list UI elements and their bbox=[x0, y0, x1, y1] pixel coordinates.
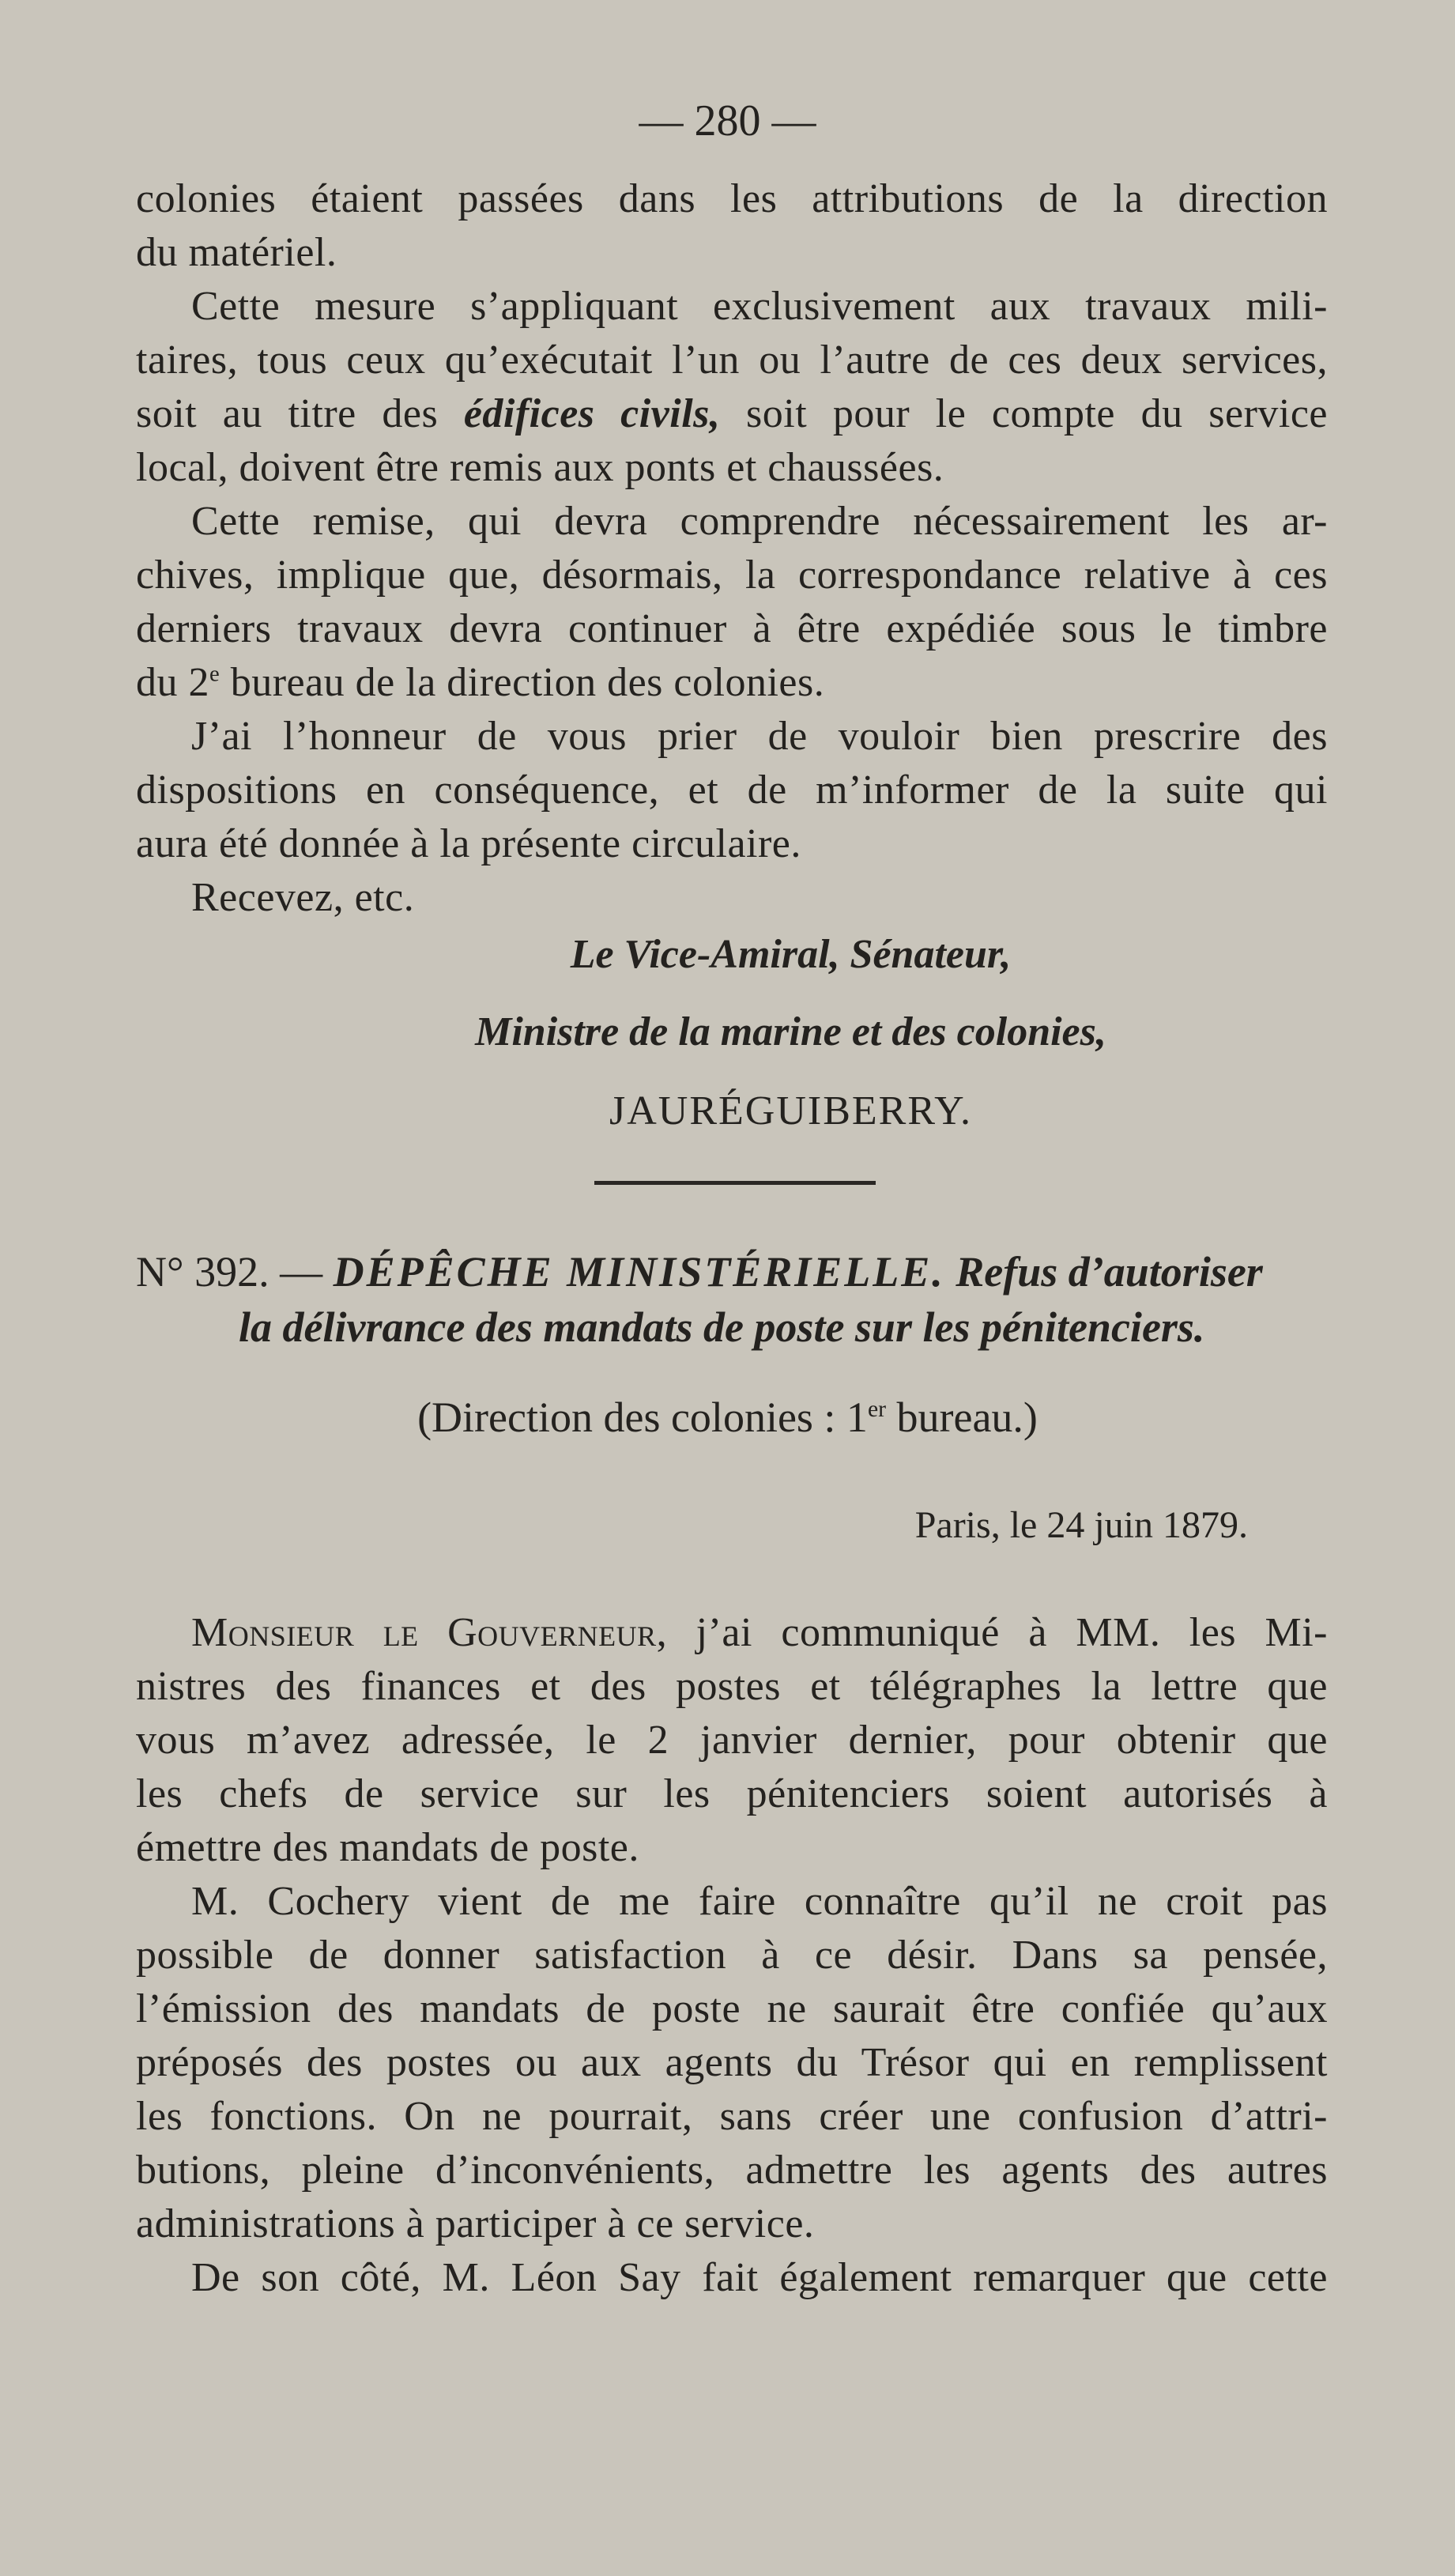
text-line: administrations à participer à ce service. bbox=[136, 2201, 815, 2246]
text-line: préposés des postes ou aux agents du Trésor qui en remplissent bbox=[136, 2040, 1328, 2085]
heading-line bbox=[136, 1244, 1328, 1299]
text-line: aura été donnée à la présente circulaire. bbox=[136, 821, 801, 866]
salutation: Monsieur le Gouverneur, bbox=[191, 1610, 668, 1655]
page-number: — 280 — bbox=[639, 96, 816, 145]
text-line: émettre des mandats de poste. bbox=[136, 1825, 639, 1870]
text-fragment: du 2 bbox=[136, 660, 209, 705]
section1-text bbox=[136, 172, 1328, 925]
text-line: taires, tous ceux qu’exécutait l’un ou l’autre de ces deux services, bbox=[136, 338, 1328, 383]
text-line: derniers travaux devra continuer à être expédiée sous le timbre bbox=[136, 606, 1328, 651]
signature-office: Ministre de la marine et des colonies, bbox=[475, 1009, 1106, 1054]
superscript: er bbox=[867, 1397, 887, 1422]
document-subject: Refus d’autoriser bbox=[956, 1248, 1263, 1296]
direction-suffix: bureau.) bbox=[896, 1394, 1038, 1441]
text-line: possible de donner satisfaction à ce désir. Dans sa pensée, bbox=[136, 1933, 1328, 1978]
text-line: du matériel. bbox=[136, 230, 337, 275]
text-line-mixed bbox=[136, 656, 1328, 710]
superscript: e bbox=[209, 662, 221, 687]
text-line: butions, pleine d’inconvénients, admettre les agents des autres bbox=[136, 2148, 1328, 2193]
text-line: dispositions en conséquence, et de m’informer de la suite qui bbox=[136, 768, 1328, 813]
text-line: nistres des finances et des postes et télégraphes la lettre que bbox=[136, 1664, 1328, 1709]
text-line: Cette mesure s’appliquant exclusivement aux travaux mili- bbox=[191, 284, 1328, 329]
section-divider bbox=[594, 1181, 876, 1185]
document-subject-continued: la délivrance des mandats de poste sur les pénitenciers. bbox=[239, 1303, 1205, 1351]
text-fragment: soit pour le compte du service bbox=[746, 391, 1329, 436]
signature-name: JAURÉGUIBERRY. bbox=[609, 1088, 972, 1133]
italic-term: édifices civils, bbox=[463, 391, 721, 436]
text-line-mixed bbox=[136, 1606, 1328, 1660]
text-line: M. Cochery vient de me faire connaître qu’il ne croit pas bbox=[191, 1879, 1328, 1924]
text-line: De son côté, M. Léon Say fait également remarquer que cette bbox=[191, 2255, 1328, 2300]
text-line: les chefs de service sur les pénitenciers soient autorisés à bbox=[136, 1771, 1328, 1816]
text-fragment: bureau de la direction des colonies. bbox=[230, 660, 825, 705]
document-type: DÉPÊCHE MINISTÉRIELLE. bbox=[333, 1248, 945, 1296]
document-heading bbox=[136, 1244, 1328, 1355]
document-date: Paris, le 24 juin 1879. bbox=[914, 1504, 1248, 1546]
text-line: local, doivent être remis aux ponts et chaussées. bbox=[136, 445, 944, 490]
document-number: N° 392. — bbox=[136, 1248, 323, 1296]
text-line: chives, implique que, désormais, la correspondance relative à ces bbox=[136, 553, 1328, 598]
text-line: les fonctions. On ne pourrait, sans créer une confusion d’attri- bbox=[136, 2094, 1328, 2139]
text-line: colonies étaient passées dans les attributions de la direction bbox=[136, 176, 1328, 221]
signature-title: Le Vice-Amiral, Sénateur, bbox=[570, 932, 1012, 977]
text-line: J’ai l’honneur de vous prier de vouloir bien prescrire des bbox=[191, 714, 1328, 759]
text-line: Recevez, etc. bbox=[191, 875, 415, 920]
text-fragment: j’ai communiqué à MM. les Mi- bbox=[695, 1610, 1328, 1655]
text-line: vous m’avez adressée, le 2 janvier dernier, pour obtenir que bbox=[136, 1718, 1328, 1763]
text-fragment: soit au titre des bbox=[136, 391, 439, 436]
text-line: l’émission des mandats de poste ne saurait être confiée qu’aux bbox=[136, 1986, 1328, 2031]
text-line-mixed bbox=[136, 387, 1328, 441]
section2-text bbox=[136, 1606, 1328, 2305]
direction-prefix: (Direction des colonies : 1 bbox=[417, 1394, 868, 1441]
text-line: Cette remise, qui devra comprendre nécessairement les ar- bbox=[191, 499, 1328, 544]
direction-line bbox=[0, 1390, 1455, 1445]
